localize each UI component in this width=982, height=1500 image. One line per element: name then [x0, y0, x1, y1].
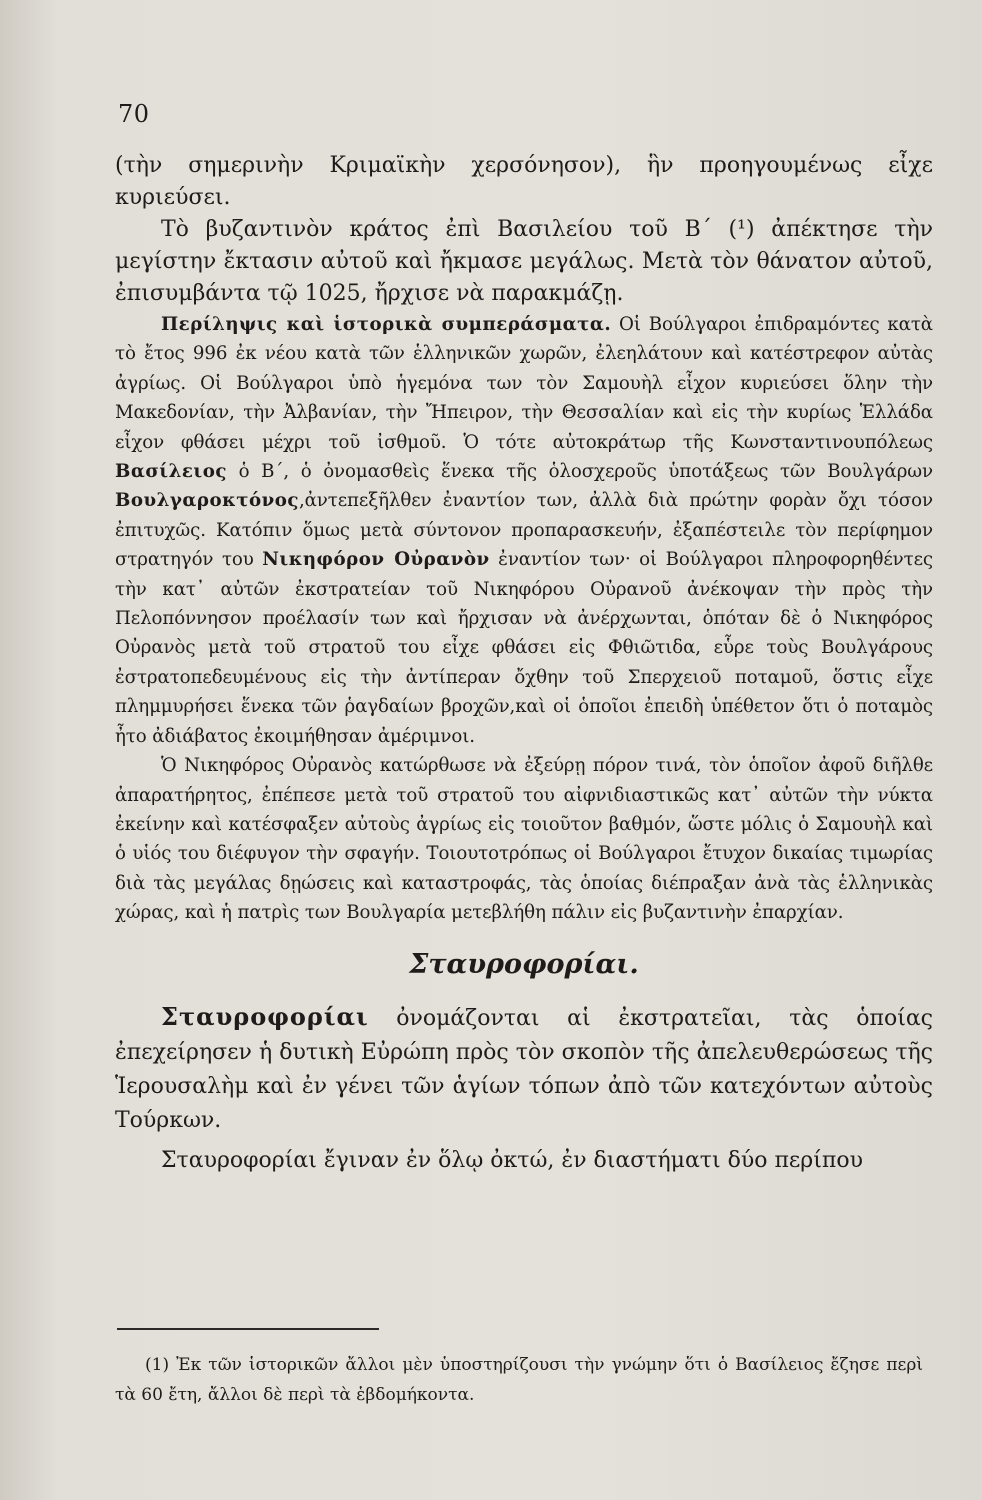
name-basileios: Βασίλειος [115, 461, 227, 483]
summary-heading: Περίληψις καὶ ἱστορικὰ συμπεράσματα. [161, 314, 612, 335]
paragraph-ouranos-victory: Ὁ Νικηφόρος Οὐρανὸς κατώρθωσε νὰ ἐξεύρῃ πόρον τινά, τὸν ὁποῖον ἀφοῦ διῆλθε ἀπαρατήρητος, ἐπέπεσε μετὰ τοῦ στρατοῦ του αἰφνιδιαστικῶς κατ᾽ αὐτῶν τὴν νύκτα ἐκείνην καὶ κατέσφαξεν αὐτοὺς ἀγρίως εἰς τοιοῦτον βαθμόν, ὥστε μόλις ὁ Σαμουὴλ καὶ ὁ υἱός του διέφυγον τὴν σφαγήν. Τοιουτοτρόπως οἱ Βούλγαροι ἔτυχον δικαίας τιμωρίας διὰ τὰς μεγάλας δῃώσεις καὶ καταστροφάς, τὰς ὁποίας διέπραξαν ἀνὰ τὰς ἑλληνικὰς χώρας, καὶ ἡ πατρὶς των Βουλγαρία μετεβλήθη πάλιν εἰς βυζαντινὴν ἐπαρχίαν. [115, 755, 933, 924]
paragraph-summary [115, 310, 933, 751]
paragraph-crimea: (τὴν σημερινὴν Κριμαϊκὴν χερσόνησον), ἣν προηγουμένως εἶχε κυριεύσει. [115, 153, 933, 210]
summary-text-d: ἐναντίον των· οἱ Βούλγαροι πληροφορηθέντες τὴν κατ᾽ αὐτῶν ἐκστρατείαν τοῦ Νικηφόρου Οὐρανοῦ ἀνέκοψαν τὴν πρὸς τὴν Πελοπόννησον προέλασίν των καὶ ἤρχισαν νὰ ἀνέρχωνται, ὁπόταν δὲ ὁ Νικηφόρος Οὐρανὸς μετὰ τοῦ στρατοῦ του εἶχε φθάσει εἰς Φθιῶτιδα, εὗρε τοὺς Βουλγάρους ἐστρατοπεδευμένους εἰς τὴν ἀντίπεραν ὄχθην τοῦ Σπερχειοῦ ποταμοῦ, ὅστις εἶχε πλημμυρήσει ἕνεκα τῶν ῥαγδαίων βροχῶν,καὶ οἱ ὁποῖοι ἐπειδὴ ὑπέθετον ὅτι ὁ ποταμὸς ἦτο ἀδιάβατος ἐκοιμήθησαν ἀμέριμνοι. [115, 549, 933, 747]
footnote: (1) Ἐκ τῶν ἱστορικῶν ἄλλοι μὲν ὑποστηρίζουσι τὴν γνώμην ὅτι ὁ Βασίλειος ἔζησε περὶ τὰ 60 ἔτη, ἄλλοι δὲ περὶ τὰ ἑβδομήκοντα. [115, 1355, 923, 1405]
crusades-section [115, 1000, 933, 1178]
name-nikephoros-ouranos: Νικηφόρον Οὐρανὸν [262, 549, 490, 571]
page-number: 70 [118, 100, 150, 128]
footnote-divider [117, 1328, 379, 1330]
paragraph-basil-empire: Τὸ βυζαντινὸν κράτος ἐπὶ Βασιλείου τοῦ Β΄ (¹) ἀπέκτησε τὴν μεγίστην ἔκτασιν αὐτοῦ καὶ ἤκμασε μεγάλως. Μετὰ τὸν θάνατον αὐτοῦ, ἐπισυμβάντα τῷ 1025, ἤρχισε νὰ παρακμάζῃ. [115, 217, 933, 306]
name-voulgaroktonos: Βουλγαροκτόνος [115, 490, 299, 512]
main-text [115, 150, 933, 1178]
crusades-definition-text: ὀνομάζονται αἱ ἐκστρατεῖαι, τὰς ὁποίας ἐπεχείρησεν ἡ δυτικὴ Εὐρώπη πρὸς τὸν σκοπὸν τῆς ἀπελευθερώσεως τῆς Ἱερουσαλὴμ καὶ ἐν γένει τῶν ἁγίων τόπων ἀπὸ τῶν κατεχόντων αὐτοὺς Τούρκων. [115, 1005, 933, 1133]
paragraph-crusades-definition [115, 1000, 933, 1138]
section-title-crusades: Σταυροφορίαι. [409, 948, 639, 980]
summary-text-c: ,ἀντεπεξῆλθεν ἐναντίον των, ἀλλὰ διὰ πρώτην φορὰν ὄχι τόσον ἐπιτυχῶς. Κατόπιν ὅμως μετὰ σύντονον προπαρασκευήν, ἐξαπέστειλε τὸν περίφημον στρατηγόν του [115, 490, 933, 571]
crusades-lead-term: Σταυροφορίαι [161, 1001, 369, 1031]
summary-text-a: Οἱ Βούλγαροι ἐπιδραμόντες κατὰ τὸ ἔτος 996 ἐκ νέου κατὰ τῶν ἑλληνικῶν χωρῶν, ἐλεηλάτουν καὶ κατέστρεφον αὐτὰς ἀγρίως. Οἱ Βούλγαροι ὑπὸ ἡγεμόνα των τὸν Σαμουὴλ εἶχον κυριεύσει ὅλην τὴν Μακεδονίαν, τὴν Ἀλβανίαν, τὴν Ἤπειρον, τὴν Θεσσαλίαν καὶ εἰς τὴν κυρίως Ἑλλάδα εἶχον φθάσει μέχρι τοῦ ἰσθμοῦ. Ὁ τότε αὐτοκράτωρ τῆς Κωνσταντινουπόλεως [115, 314, 933, 453]
summary-text-b: ὁ Β΄, ὁ ὀνομασθεὶς ἕνεκα τῆς ὁλοσχεροῦς ὑποτάξεως τῶν Βουλγάρων [226, 461, 933, 483]
paragraph-crusades-count: Σταυροφορίαι ἔγιναν ἐν ὅλῳ ὀκτώ, ἐν διαστήματι δύο περίπου [161, 1147, 863, 1173]
